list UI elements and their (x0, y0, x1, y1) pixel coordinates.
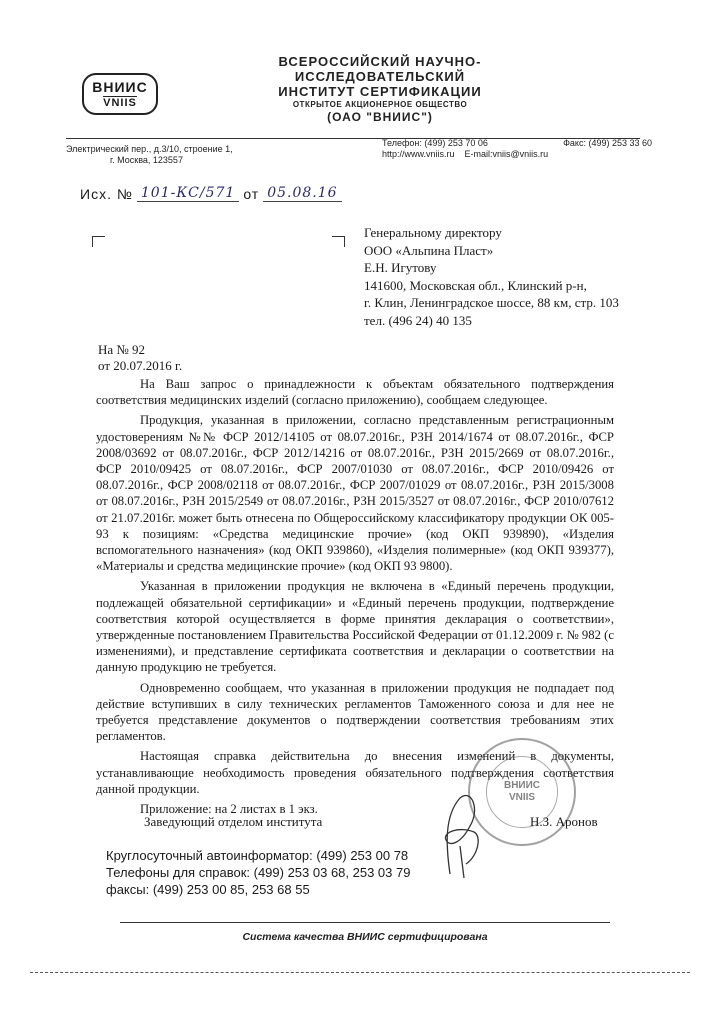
fax-text: Факс: (499) 253 33 60 (563, 138, 652, 148)
letterhead (200, 54, 560, 124)
stamp-text-latin: VNIIS (508, 792, 536, 803)
addressee-block (364, 224, 619, 329)
email-link[interactable]: E-mail:vniis@vniis.ru (464, 149, 549, 159)
inquiry-phones-line: Телефоны для справок: (499) 253 03 68, 253 03 79 (106, 865, 411, 880)
outgoing-date: 05.08.16 (263, 185, 341, 202)
outgoing-number: 101-КС/571 (137, 185, 239, 202)
letterhead-line-3: ОТКРЫТОЕ АКЦИОНЕРНОЕ ОБЩЕСТВО (292, 100, 468, 109)
letterhead-line-4: (ОАО "ВНИИС") (327, 110, 433, 124)
paragraph-2: Продукция, указанная в приложении, согласно представленным регистрационным удостоверениям №№ ФСР 2012/14105 от 08.07.2016г., РЗН 2014/1674 от 08.07.2016г., ФСР 2008/03692 от 08.07.2016г., ФСР 2012/14216 от 08.07.2016г., РЗН 2015/2669 от 08.07.2016г., ФСР 2010/09425 от 08.07.2016г., ФСР 2007/01030 от 08.07.2016г., ФСР 2010/09426 от 08.07.2016г., ФСР 2008/02118 от 08.07.2016г., ФСР 2007/01029 от 08.07.2016г., РЗН 2015/3008 от 08.07.2016г., РЗН 2015/2549 от 08.07.2016г., РЗН 2015/3527 от 08.07.2016г., ФСР 2010/07612 от 21.07.2016г. может быть отнесена по Общероссийскому классификатору продукции ОК 005-93 к позициям: «Средства медицинские прочие» (код ОКП 939890), «Изделия вспомогательного назначения» (код ОКП 939860), «Изделия полимерные» (код ОКП 939377), «Материалы и средства медицинские прочие» (код ОКП 93 9800). (96, 413, 614, 574)
outgoing-from-label: от (243, 186, 260, 202)
signatory-position: Заведующий отделом института (144, 814, 323, 829)
paragraph-4: Одновременно сообщаем, что указанная в приложении продукция не подпадает под действие вступивших в силу технических регламентов Таможенного союза и для нее не требуется представление документов о подтверждении соответствия требованиям этих регламентов. (96, 680, 614, 744)
phone-text: Телефон: (499) 253 70 06 (382, 138, 488, 148)
autoinformer-line: Круглосуточный автоинформатор: (499) 253 00 78 (106, 848, 409, 863)
quality-footer: Система качества ВНИИС сертифицирована (242, 931, 488, 943)
paragraph-1: На Ваш запрос о принадлежности к объектам обязательного подтверждения соответствия медицинских изделий (согласно приложению), сообщаем следующее. (96, 377, 614, 408)
footer-divider (120, 922, 610, 923)
addressee-address-1: 141600, Московская обл., Клинский р-н, (364, 277, 587, 293)
handwritten-signature (420, 786, 500, 882)
logo-text-cyrillic: ВНИИС (92, 78, 148, 95)
institute-contacts (382, 138, 652, 160)
paragraph-5: Настоящая справка действительна до внесения изменений в документы, устанавливающие необходимость проведения обязательного подтверждения соответствия данной продукции. (96, 749, 614, 796)
address-line-2: г. Москва, 123557 (110, 155, 183, 165)
address-corner-right (332, 236, 345, 247)
website-link[interactable]: http://www.vniis.ru (382, 149, 455, 159)
addressee-address-2: г. Клин, Ленинградское шоссе, 88 км, стр. 103 (364, 295, 619, 310)
address-corner-left (92, 236, 105, 247)
stamp-text-cyrillic: ВНИИС (503, 780, 541, 791)
attachment-note: Приложение: на 2 листах в 1 экз. (140, 802, 318, 817)
addressee-company: ООО «Альпина Пласт» (364, 242, 494, 258)
letterhead-line-2: ИНСТИТУТ СЕРТИФИКАЦИИ (278, 84, 482, 99)
signature-row (144, 814, 604, 830)
reference-block (98, 342, 182, 374)
outgoing-number-row (80, 185, 342, 202)
paragraph-3: Указанная в приложении продукция не включена в «Единый перечень продукции, подлежащей обязательной сертификации» и «Единый перечень продукции, подтверждение соответствия которой осуществляется в форме принятия декларация о соответствии», утвержденные постановлением Правительства Российской Федерации от 01.12.2009 г. № 982 (с изменениями), и представление сертификата соответствия и декларации о соответствии на данную продукцию не требуется. (96, 579, 614, 675)
addressee-name: Е.Н. Игутову (364, 260, 437, 275)
addressee-position: Генеральному директору (364, 225, 502, 240)
letterhead-line-1: ВСЕРОССИЙСКИЙ НАУЧНО-ИССЛЕДОВАТЕЛЬСКИЙ (278, 54, 482, 84)
address-line-1: Электрический пер., д.3/10, строение 1, (66, 144, 233, 154)
logo-text-latin: VNIIS (103, 96, 137, 109)
institute-address (66, 144, 233, 166)
signatory-name: Н.З. Аронов (530, 814, 598, 829)
reference-date: от 20.07.2016 г. (98, 358, 183, 373)
reference-number: На № 92 (98, 342, 146, 357)
outgoing-label: Исх. № (80, 186, 133, 202)
info-phones (106, 847, 410, 898)
addressee-phone: тел. (496 24) 40 135 (364, 312, 472, 328)
fax-numbers-line: факсы: (499) 253 00 85, 253 68 55 (106, 882, 310, 897)
vniis-logo (82, 73, 158, 115)
scan-edge-dash (30, 972, 690, 973)
